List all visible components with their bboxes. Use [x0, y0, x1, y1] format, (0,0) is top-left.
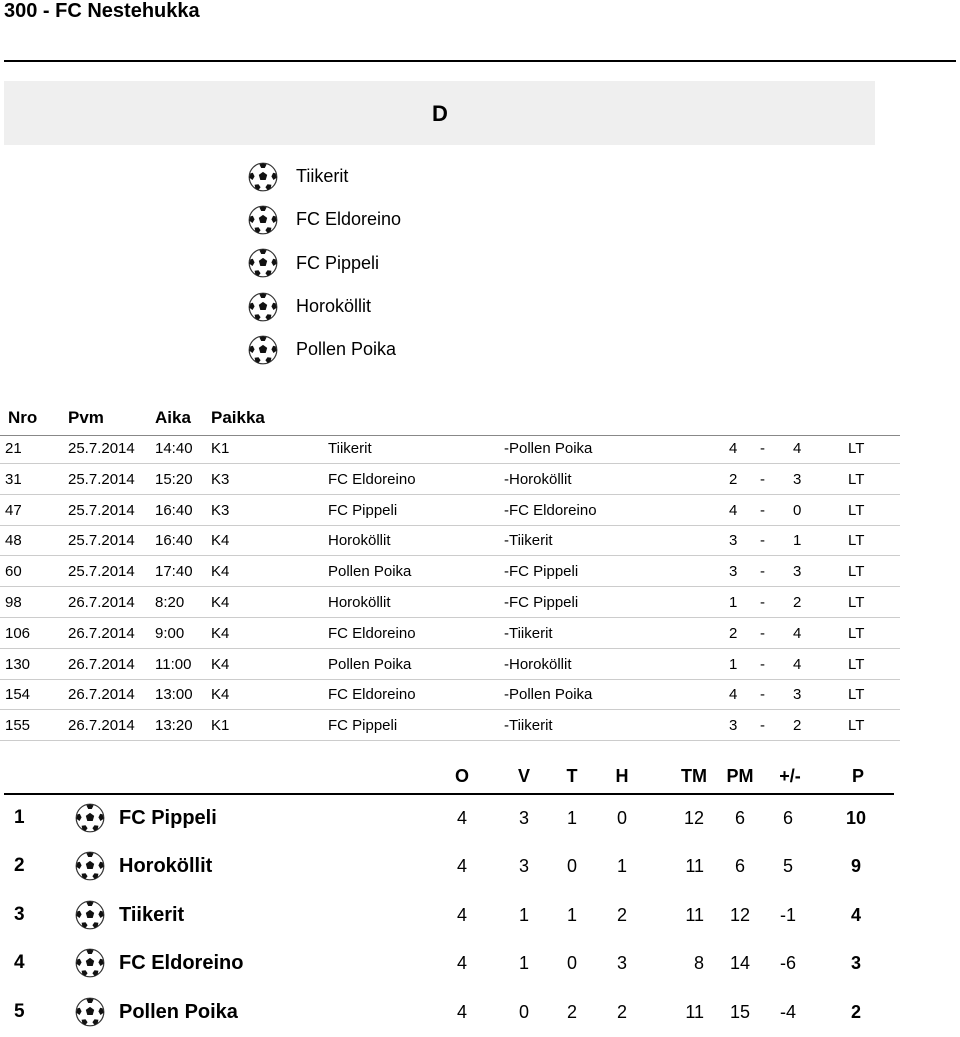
match-away-goals: 2 — [793, 717, 802, 735]
stat-goals-for: 11 — [685, 1001, 704, 1022]
match-nro: 154 — [5, 686, 31, 704]
match-time: 15:20 — [155, 470, 193, 488]
soccer-ball-icon — [248, 335, 278, 365]
col-header-pvm: Pvm — [68, 408, 104, 427]
match-date: 25.7.2014 — [68, 532, 135, 550]
soccer-ball-icon — [75, 900, 105, 930]
stat-goals-against: 15 — [729, 1001, 751, 1022]
match-home-goals: 2 — [729, 624, 738, 642]
match-away: -Pollen Poika — [504, 686, 593, 704]
match-away: -FC Pippeli — [504, 563, 579, 581]
soccer-ball-icon — [248, 205, 278, 235]
col-header-p: P — [851, 766, 865, 786]
team-list-item — [248, 198, 401, 241]
stat-points: 9 — [850, 856, 862, 877]
row-divider — [0, 463, 900, 464]
match-away-goals: 3 — [793, 686, 802, 704]
standings-row — [0, 795, 900, 843]
match-away: -Tiikerit — [504, 624, 553, 642]
stat-goals-against: 12 — [729, 904, 751, 925]
match-nro: 48 — [5, 532, 22, 550]
stat-goals-against: 14 — [729, 953, 751, 974]
stat-wins: 1 — [518, 953, 530, 974]
standings-row — [0, 843, 900, 891]
stat-draws: 0 — [566, 953, 578, 974]
match-row — [0, 716, 900, 747]
match-score-sep: - — [760, 532, 765, 550]
row-divider — [0, 586, 900, 587]
match-away: -FC Eldoreino — [504, 501, 597, 519]
soccer-ball-icon — [248, 162, 278, 192]
match-type: LT — [848, 655, 865, 673]
row-divider — [0, 555, 900, 556]
match-score-sep: - — [760, 440, 765, 457]
match-away-goals: 3 — [793, 470, 802, 488]
match-home: Pollen Poika — [328, 563, 412, 581]
stat-goal-diff: 5 — [782, 856, 794, 877]
stat-goal-diff: -4 — [779, 1001, 797, 1022]
stat-wins: 3 — [518, 856, 530, 877]
match-home-goals: 4 — [729, 686, 738, 704]
match-away-goals: 2 — [793, 594, 802, 611]
standing-team-name: FC Eldoreino — [119, 952, 244, 975]
match-score-sep: - — [760, 655, 765, 673]
match-type: LT — [848, 624, 865, 642]
header-divider — [0, 435, 900, 436]
stat-played: 4 — [456, 856, 468, 877]
match-row — [0, 624, 900, 655]
match-time: 9:00 — [155, 624, 185, 642]
match-home: Horoköllit — [328, 594, 391, 611]
match-date: 26.7.2014 — [68, 624, 135, 642]
match-score-sep: - — [760, 594, 765, 611]
match-score-sep: - — [760, 717, 765, 735]
match-place: K4 — [211, 594, 230, 611]
match-home-goals: 1 — [729, 655, 738, 673]
match-time: 16:40 — [155, 532, 193, 550]
standings-row — [0, 892, 900, 940]
match-date: 25.7.2014 — [68, 470, 135, 488]
team-list-item — [248, 328, 401, 371]
match-row — [0, 470, 900, 501]
col-header-nro: Nro — [8, 408, 38, 427]
match-date: 25.7.2014 — [68, 440, 135, 457]
stat-goal-diff: 6 — [782, 808, 794, 828]
match-date: 26.7.2014 — [68, 717, 135, 735]
match-home-goals: 3 — [729, 563, 738, 581]
standings-row — [0, 989, 900, 1037]
match-score-sep: - — [760, 563, 765, 581]
row-divider — [0, 709, 900, 710]
match-time: 13:20 — [155, 717, 193, 735]
stat-losses: 2 — [616, 1001, 628, 1022]
stat-played: 4 — [456, 808, 468, 828]
match-home-goals: 4 — [729, 440, 738, 457]
page-title: 300 - FC Nestehukka — [4, 0, 200, 22]
stat-goals-against: 6 — [734, 856, 746, 877]
match-type: LT — [848, 717, 865, 735]
stat-goal-diff: -1 — [779, 904, 797, 925]
soccer-ball-icon — [75, 948, 105, 978]
match-type: LT — [848, 563, 865, 581]
match-home: FC Eldoreino — [328, 686, 416, 704]
match-place: K3 — [211, 470, 230, 488]
standing-position: 3 — [14, 903, 25, 925]
match-away-goals: 4 — [793, 624, 802, 642]
soccer-ball-icon — [75, 803, 105, 833]
match-place: K4 — [211, 563, 230, 581]
team-name: Horoköllit — [296, 296, 372, 317]
stat-points: 4 — [850, 904, 862, 925]
match-date: 26.7.2014 — [68, 655, 135, 673]
col-header-pm: PM — [726, 766, 754, 786]
standings-row — [0, 940, 900, 988]
soccer-ball-icon — [248, 248, 278, 278]
match-home-goals: 3 — [729, 717, 738, 735]
stat-played: 4 — [456, 953, 468, 974]
standing-position: 2 — [14, 855, 25, 877]
match-place: K4 — [211, 655, 230, 673]
row-divider — [0, 740, 900, 741]
stat-draws: 2 — [566, 1001, 578, 1022]
col-header-diff: +/- — [779, 766, 801, 786]
stat-played: 4 — [456, 904, 468, 925]
match-type: LT — [848, 594, 865, 611]
stat-points: 2 — [850, 1001, 862, 1022]
col-header-v: V — [517, 766, 531, 786]
match-home-goals: 2 — [729, 470, 738, 488]
match-nro: 47 — [5, 501, 22, 519]
match-time: 14:40 — [155, 440, 193, 457]
match-type: LT — [848, 532, 865, 550]
match-score-sep: - — [760, 470, 765, 488]
match-type: LT — [848, 686, 865, 704]
stat-goals-for: 8 — [693, 953, 704, 974]
match-home: Tiikerit — [328, 440, 372, 457]
match-nro: 21 — [5, 440, 22, 457]
match-away: -Pollen Poika — [504, 440, 593, 457]
col-header-tm: TM — [681, 766, 707, 786]
match-time: 16:40 — [155, 501, 193, 519]
match-away: -Tiikerit — [504, 532, 553, 550]
match-time: 11:00 — [155, 655, 192, 673]
match-away: -Horoköllit — [504, 655, 572, 673]
stat-wins: 1 — [518, 904, 530, 925]
row-divider — [0, 525, 900, 526]
match-away: -FC Pippeli — [504, 594, 579, 611]
standing-position: 4 — [14, 952, 25, 974]
standing-team-name: FC Pippeli — [119, 807, 217, 829]
col-header-o: O — [454, 766, 470, 786]
match-home: FC Pippeli — [328, 717, 398, 735]
row-divider — [0, 648, 900, 649]
stat-goals-for: 11 — [685, 904, 704, 925]
match-nro: 155 — [5, 717, 31, 735]
row-divider — [0, 679, 900, 680]
match-score-sep: - — [760, 501, 765, 519]
stat-draws: 1 — [566, 904, 578, 925]
match-time: 8:20 — [155, 594, 185, 611]
match-place: K1 — [211, 717, 230, 735]
match-row — [0, 593, 900, 624]
match-nro: 106 — [5, 624, 31, 642]
standing-position: 5 — [14, 1000, 25, 1022]
match-home-goals: 4 — [729, 501, 738, 519]
team-list — [248, 155, 401, 371]
stat-draws: 0 — [566, 856, 578, 877]
team-list-item — [248, 155, 401, 198]
col-header-paikka: Paikka — [211, 408, 265, 427]
stat-goals-against: 6 — [734, 808, 746, 828]
match-home-goals: 3 — [729, 532, 738, 550]
match-time: 13:00 — [155, 686, 193, 704]
soccer-ball-icon — [75, 997, 105, 1027]
match-nro: 60 — [5, 563, 22, 581]
match-away-goals: 4 — [793, 440, 802, 457]
match-home-goals: 1 — [729, 594, 738, 611]
match-row — [0, 501, 900, 532]
match-place: K4 — [211, 624, 230, 642]
standing-position: 1 — [14, 807, 25, 828]
stat-wins: 3 — [518, 808, 530, 828]
stat-losses: 1 — [616, 856, 628, 877]
match-nro: 130 — [5, 655, 31, 673]
match-score-sep: - — [760, 624, 765, 642]
match-row — [0, 655, 900, 686]
match-place: K4 — [211, 686, 230, 704]
row-divider — [0, 617, 900, 618]
title-divider — [4, 60, 956, 62]
stat-losses: 0 — [616, 808, 628, 828]
standing-team-name: Tiikerit — [119, 903, 185, 926]
match-date: 25.7.2014 — [68, 563, 135, 581]
col-header-aika: Aika — [155, 408, 191, 427]
match-nro: 98 — [5, 594, 22, 611]
stat-played: 4 — [456, 1001, 468, 1022]
match-away: -Tiikerit — [504, 717, 553, 735]
match-home: FC Eldoreino — [328, 470, 416, 488]
soccer-ball-icon — [248, 292, 278, 322]
stat-losses: 3 — [616, 953, 628, 974]
match-type: LT — [848, 440, 865, 457]
team-list-item — [248, 242, 401, 285]
match-home: FC Pippeli — [328, 501, 398, 519]
stat-wins: 0 — [518, 1001, 530, 1022]
stat-goal-diff: -6 — [779, 953, 797, 974]
match-place: K1 — [211, 440, 230, 457]
match-row — [0, 531, 900, 562]
match-away-goals: 0 — [793, 501, 802, 519]
col-header-t: T — [566, 766, 578, 786]
match-date: 26.7.2014 — [68, 686, 135, 704]
match-home: Horoköllit — [328, 532, 391, 550]
match-place: K4 — [211, 532, 230, 550]
standing-team-name: Pollen Poika — [119, 1000, 238, 1023]
match-away-goals: 1 — [793, 532, 802, 550]
match-score-sep: - — [760, 686, 765, 704]
stat-points: 3 — [850, 953, 862, 974]
match-away-goals: 3 — [793, 563, 802, 581]
standing-team-name: Horoköllit — [119, 855, 213, 878]
match-date: 25.7.2014 — [68, 501, 135, 519]
soccer-ball-icon — [75, 851, 105, 881]
match-type: LT — [848, 470, 865, 488]
row-divider — [0, 494, 900, 495]
match-place: K3 — [211, 501, 230, 519]
match-type: LT — [848, 501, 865, 519]
match-date: 26.7.2014 — [68, 594, 135, 611]
team-name: FC Pippeli — [296, 252, 380, 273]
team-list-item — [248, 285, 401, 328]
group-letter: D — [432, 101, 448, 126]
match-home: Pollen Poika — [328, 655, 412, 673]
stat-goals-for: 11 — [685, 856, 704, 877]
stat-losses: 2 — [616, 904, 628, 925]
stat-goals-for: 12 — [683, 808, 704, 828]
stat-points: 10 — [845, 808, 867, 828]
team-name: Tiikerit — [296, 166, 349, 187]
match-home: FC Eldoreino — [328, 624, 416, 642]
match-away: -Horoköllit — [504, 470, 572, 488]
team-name: FC Eldoreino — [296, 209, 402, 230]
team-name: Pollen Poika — [296, 339, 397, 360]
match-nro: 31 — [5, 470, 22, 488]
match-row — [0, 685, 900, 716]
col-header-h: H — [615, 766, 629, 786]
match-row — [0, 439, 900, 470]
match-time: 17:40 — [155, 563, 193, 581]
match-away-goals: 4 — [793, 655, 802, 673]
stat-draws: 1 — [566, 808, 578, 828]
match-row — [0, 562, 900, 593]
